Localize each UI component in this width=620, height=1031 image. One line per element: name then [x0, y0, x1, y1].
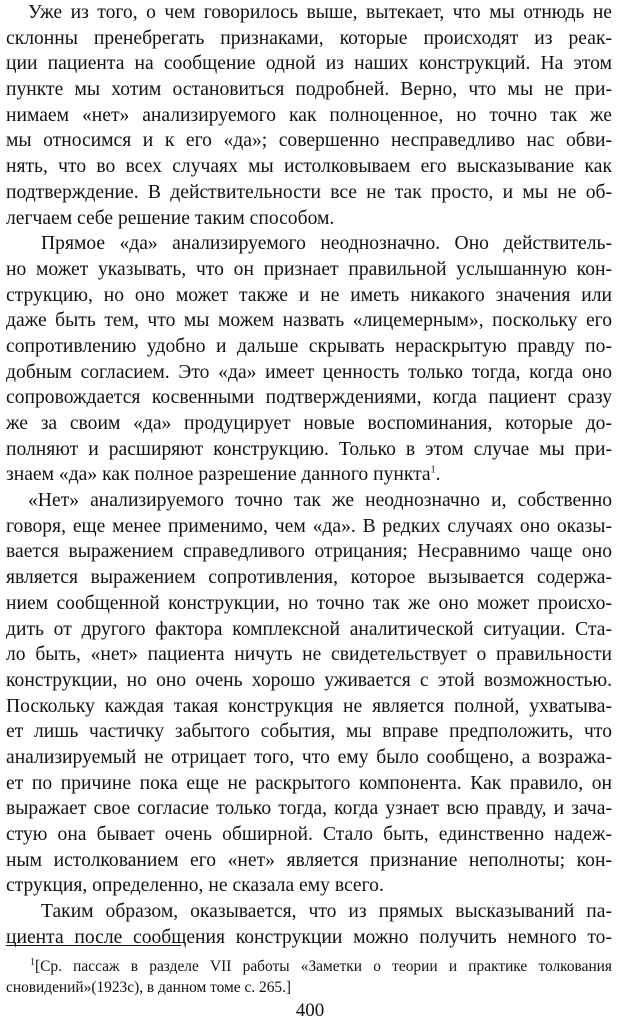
text-line: нимаем «нет» анализируемого как полноценное, но точно так же [6, 104, 612, 126]
main-text [6, 0, 612, 950]
text-line: подтверждение. В действительности все не так просто, и мы не об- [6, 181, 612, 203]
text-line: стую она бывает очень обширной. Стало быть, единственно надеж- [6, 824, 612, 845]
page-number: 400 [295, 1000, 325, 1021]
text-line: анализируемый не отрицает того, что ему было сообщено, а возража- [6, 746, 612, 768]
text-line: вается выражением справедливого отрицания; Несравнимо чаще оно [6, 541, 612, 563]
footnote-mark: 1 [30, 956, 35, 968]
text-line: пункте мы хотим остановиться подробней. Верно, что мы не при- [6, 79, 612, 101]
text-line: Поскольку каждая такая конструкция не является полной, ухватыва- [6, 695, 612, 717]
paragraph [6, 488, 612, 899]
text-line: склонны пренебрегать признаками, которые происходят из реак- [6, 27, 612, 49]
text-line: ции пациента на сообщение одной из наших конструкций. На этом [6, 53, 612, 75]
text-line: сопротивлению удобно и дальше скрывать нераскрытую правду по- [6, 335, 612, 357]
text-line: дить от другого фактора комплексной аналитической ситуации. Ста- [6, 618, 612, 640]
footnote-line [6, 956, 612, 977]
text-line: Прямое «да» анализируемого неоднозначно. Оно действитель- [41, 233, 612, 255]
text-line: даже быть тем, что мы можем назвать «лицемерным», поскольку его [6, 310, 612, 332]
footnote-line: сновидений»(1923c), в данном томе с. 265.] [6, 979, 292, 996]
text-line: сопровождается косвенными подтверждениями, когда пациент сразу [6, 387, 612, 409]
footnote [6, 956, 612, 998]
footnote-reference[interactable]: 1 [430, 464, 436, 476]
text-line: циента после сообщения конструкции можно получить немного то- [6, 926, 612, 948]
paragraph [6, 0, 612, 231]
text-line: струкция, определенно, не сказала ему всего. [6, 875, 384, 897]
text-line: говоря, еще менее применимо, чем «да». В редких случаях оно оказы- [6, 515, 612, 537]
text-line: легчаем себе решение таким способом. [6, 207, 335, 229]
text-line: нять, что во всех случаях мы истолковываем его высказывание как [6, 156, 612, 178]
text-line: мы относимся и к его «да»; совершенно несправедливо нас обви- [6, 130, 612, 152]
text-line: конструкции, но оно очень хорошо уживается с этой возможностью. [6, 669, 612, 691]
text-line: же за своим «да» продуцирует новые воспоминания, которые до- [6, 413, 612, 434]
text-line: «Нет» анализируемого точно так же неоднозначно и, собственно [28, 490, 612, 512]
footnote-divider [6, 945, 181, 946]
text-line: знаем «да» как полное разрешение данного пункта$^1$. [6, 464, 441, 486]
text-line: Уже из того, о чем говорилось выше, вытекает, что мы отнюдь не [28, 2, 612, 23]
text-line: нием сообщенной конструкции, но точно так же оно может происхо- [6, 592, 612, 614]
text-line: Таким образом, оказывается, что из прямых высказываний па- [41, 901, 612, 923]
text-line: полняют и расширяют конструкцию. Только в этом случае мы при- [6, 438, 612, 460]
text-line: выражает свое согласие только тогда, когда узнает всю правду, и зача- [6, 798, 612, 820]
paragraph [6, 899, 612, 950]
text-line: ет лишь частичку забытого события, мы вправе предположить, что [6, 721, 612, 743]
text-line: является выражением сопротивления, которое вызывается содержа- [6, 567, 612, 589]
text-line-content: знаем «да» как полное разрешение данного пункта [6, 464, 431, 486]
paragraph [6, 231, 612, 488]
text-line: ет по причине пока еще не раскрытого компонента. Как правило, он [6, 772, 612, 794]
text-line: ло быть, «нет» пациента ничуть не свидетельствует о правильности [6, 644, 612, 666]
text-line: но может указывать, что он признает правильной услышанную кон- [6, 258, 612, 280]
text-line: струкцию, но оно может также и не иметь никакого значения или [6, 284, 612, 306]
footnote-line-content: [Ср. пассаж в разделе VII работы «Заметки о теории и практике толкования [35, 958, 612, 975]
text-line: добным согласием. Это «да» имеет ценность только тогда, когда оно [6, 361, 612, 383]
text-line: ным истолкованием его «нет» является признание неполноты; кон- [6, 849, 612, 871]
